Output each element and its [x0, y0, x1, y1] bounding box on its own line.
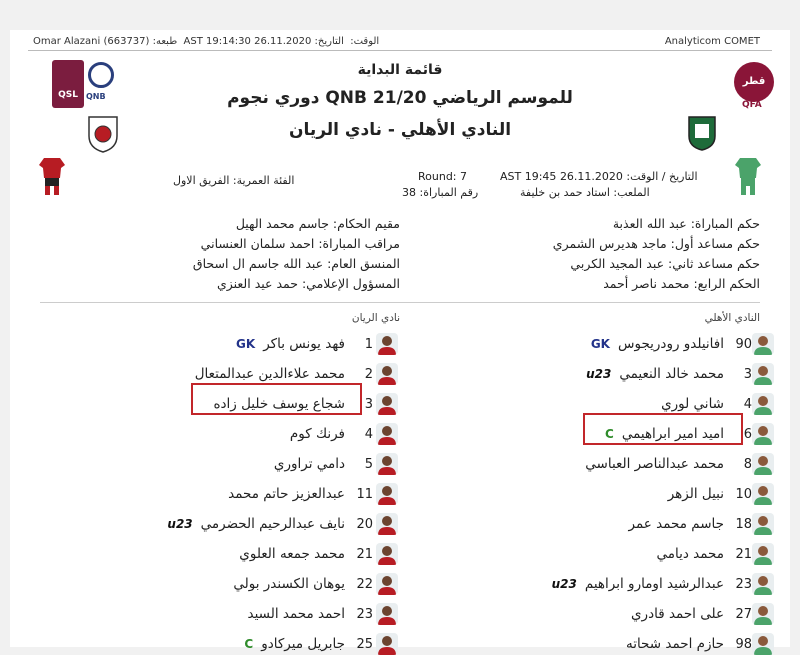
player-name: عبدالعزيز حاتم محمد — [228, 486, 345, 502]
player-name: يوهان الكسندر بولي — [233, 576, 345, 592]
player-row — [629, 513, 752, 535]
player-name: محمد عبدالناصر العباسي — [585, 456, 724, 472]
player-number: 18 — [735, 516, 752, 532]
age-category: الفئة العمرية: الفريق الاول — [173, 174, 295, 187]
away-team-label: نادي الريان — [351, 312, 400, 324]
al-rayyan-crest-icon — [86, 114, 120, 154]
official-media: المسؤول الإعلامي: حمد عيد العنزي — [216, 276, 400, 291]
player-row — [236, 333, 373, 355]
printed-by: طبعه: Omar Alazani (663737) — [33, 36, 178, 47]
away-kit-icon — [38, 156, 66, 200]
player-name: دامي تراوري — [273, 456, 345, 472]
player-number: 21 — [735, 546, 752, 562]
player-row — [586, 363, 752, 385]
captain-badge: C — [244, 637, 254, 651]
player-photo-icon — [376, 393, 398, 415]
player-name: محمد علاءالدين عبدالمتعال — [194, 366, 345, 382]
player-row — [585, 453, 752, 475]
player-photo-icon — [376, 423, 398, 445]
player-name: محمد ديامي — [656, 546, 724, 562]
player-number: 23 — [735, 576, 752, 592]
player-photo-icon — [752, 543, 774, 565]
goalkeeper-badge: GK — [590, 337, 610, 351]
player-row — [661, 393, 752, 415]
player-name: نبيل الزهر — [667, 486, 724, 502]
goalkeeper-badge: GK — [236, 337, 256, 351]
match-stadium: الملعب: استاد حمد بن خليفة — [520, 186, 650, 199]
u23-badge: u23 — [551, 577, 577, 591]
player-name: حازم احمد شحاته — [625, 636, 724, 652]
qnb-star-icon — [88, 62, 114, 88]
player-name: اميد امير ابراهيمي — [621, 426, 724, 442]
player-name: على احمد قادري — [630, 606, 724, 622]
print-time: AST 19:14:30 الوقت: — [183, 36, 380, 47]
qnb-mark: QNB — [86, 92, 106, 101]
player-photo-icon — [752, 573, 774, 595]
player-number: 90 — [735, 336, 752, 352]
header-divider — [28, 50, 772, 51]
player-row — [244, 633, 373, 655]
player-row — [626, 633, 752, 655]
player-name: محمد جمعه العلوي — [239, 546, 345, 562]
player-name: احمد محمد السيد — [247, 606, 345, 622]
home-team-label: النادي الأهلي — [704, 312, 760, 324]
official-assistant-2: حكم مساعد ثاني: عبد المجيد الكربي — [570, 256, 760, 271]
qfa-crest-icon: قطر — [734, 62, 774, 102]
player-name: نايف عبدالرحيم الحضرمي — [200, 516, 345, 532]
player-number: 1 — [364, 336, 373, 352]
doc-title: قائمة البداية — [357, 62, 443, 78]
player-row — [657, 543, 753, 565]
player-number: 21 — [356, 546, 373, 562]
player-row — [233, 573, 373, 595]
player-number: 23 — [356, 606, 373, 622]
u23-badge: u23 — [586, 367, 612, 381]
player-number: 5 — [364, 456, 373, 472]
player-row — [290, 423, 373, 445]
player-photo-icon — [376, 603, 398, 625]
player-row — [248, 603, 373, 625]
official-referee: حكم المباراة: عبد الله العذبة — [612, 216, 760, 231]
system-name: Analyticom COMET — [664, 36, 760, 47]
player-photo-icon — [376, 513, 398, 535]
player-number: 10 — [735, 486, 752, 502]
player-name: جاسم محمد عمر — [628, 516, 724, 532]
player-number: 20 — [356, 516, 373, 532]
player-photo-icon — [752, 633, 774, 655]
player-number: 27 — [735, 606, 752, 622]
print-meta — [33, 36, 379, 47]
player-photo-icon — [752, 393, 774, 415]
match-number: رقم المباراة: 38 — [402, 186, 479, 199]
league-title: دوري نجوم QNB للموسم الرياضي 21/20 — [227, 88, 573, 108]
player-photo-icon — [376, 633, 398, 655]
print-date: التاريخ: 26.11.2020 — [254, 36, 344, 47]
player-name: جابريل ميركادو — [261, 636, 345, 652]
player-row — [631, 603, 752, 625]
player-row — [228, 483, 373, 505]
player-photo-icon — [376, 573, 398, 595]
player-photo-icon — [752, 363, 774, 385]
player-photo-icon — [752, 483, 774, 505]
player-name: شاني لوري — [661, 396, 724, 412]
player-number: 3 — [743, 366, 752, 382]
match-round: Round: 7 — [418, 170, 468, 183]
player-name: فرنك كوم — [289, 426, 345, 442]
official-fourth: الحكم الرابع: محمد ناصر أحمد — [603, 276, 760, 291]
player-photo-icon — [376, 333, 398, 355]
player-row — [591, 333, 752, 355]
player-photo-icon — [376, 543, 398, 565]
player-number: 25 — [356, 636, 373, 652]
qfa-text: QFA — [742, 100, 762, 110]
player-number: 11 — [356, 486, 373, 502]
qsl-mark: QSL — [52, 60, 84, 108]
official-assessor: مقيم الحكام: جاسم محمد الهيل — [235, 216, 400, 231]
player-photo-icon — [376, 453, 398, 475]
al-ahli-crest-icon — [686, 114, 718, 152]
qfa-logo — [730, 62, 778, 110]
player-photo-icon — [752, 603, 774, 625]
match-title: النادي الأهلي - نادي الريان — [288, 120, 512, 140]
player-number: 3 — [364, 396, 373, 412]
player-photo-icon — [752, 453, 774, 475]
captain-badge: C — [605, 427, 614, 441]
player-photo-icon — [376, 483, 398, 505]
player-number: 22 — [356, 576, 373, 592]
highlight-box-away-player — [191, 383, 362, 415]
player-name: شجاع يوسف خليل زاده — [213, 396, 345, 412]
player-number: 6 — [743, 426, 752, 442]
u23-badge: u23 — [167, 517, 193, 531]
player-photo-icon — [752, 513, 774, 535]
player-number: 98 — [735, 636, 752, 652]
player-number: 4 — [743, 396, 752, 412]
player-number: 2 — [364, 366, 373, 382]
officials-divider — [40, 302, 760, 303]
player-name: فهد يونس باكر — [263, 336, 345, 352]
player-row — [167, 513, 373, 535]
player-name: محمد خالد النعيمي — [619, 366, 724, 382]
official-coordinator: المنسق العام: عبد الله جاسم ال اسحاق — [192, 256, 400, 271]
qsl-logo — [52, 60, 120, 110]
official-match-commissioner: مراقب المباراة: احمد سلمان العنساني — [200, 236, 400, 251]
player-name: عبدالرشيد اومارو ابراهيم — [584, 576, 724, 592]
home-kit-icon — [734, 156, 762, 200]
match-datetime: التاريخ / الوقت: 26.11.2020 AST 19:45 — [500, 170, 698, 183]
player-photo-icon — [376, 363, 398, 385]
player-row — [668, 483, 752, 505]
player-row — [274, 453, 373, 475]
player-row — [239, 543, 373, 565]
player-number: 8 — [743, 456, 752, 472]
player-row — [552, 573, 752, 595]
highlight-box-home-captain — [583, 413, 743, 445]
player-photo-icon — [752, 333, 774, 355]
official-assistant-1: حكم مساعد أول: ماجد هديرس الشمري — [552, 236, 760, 251]
player-name: افانيلدو رودريجوس — [617, 336, 724, 352]
player-number: 4 — [364, 426, 373, 442]
player-row — [195, 363, 373, 385]
player-photo-icon — [752, 423, 774, 445]
